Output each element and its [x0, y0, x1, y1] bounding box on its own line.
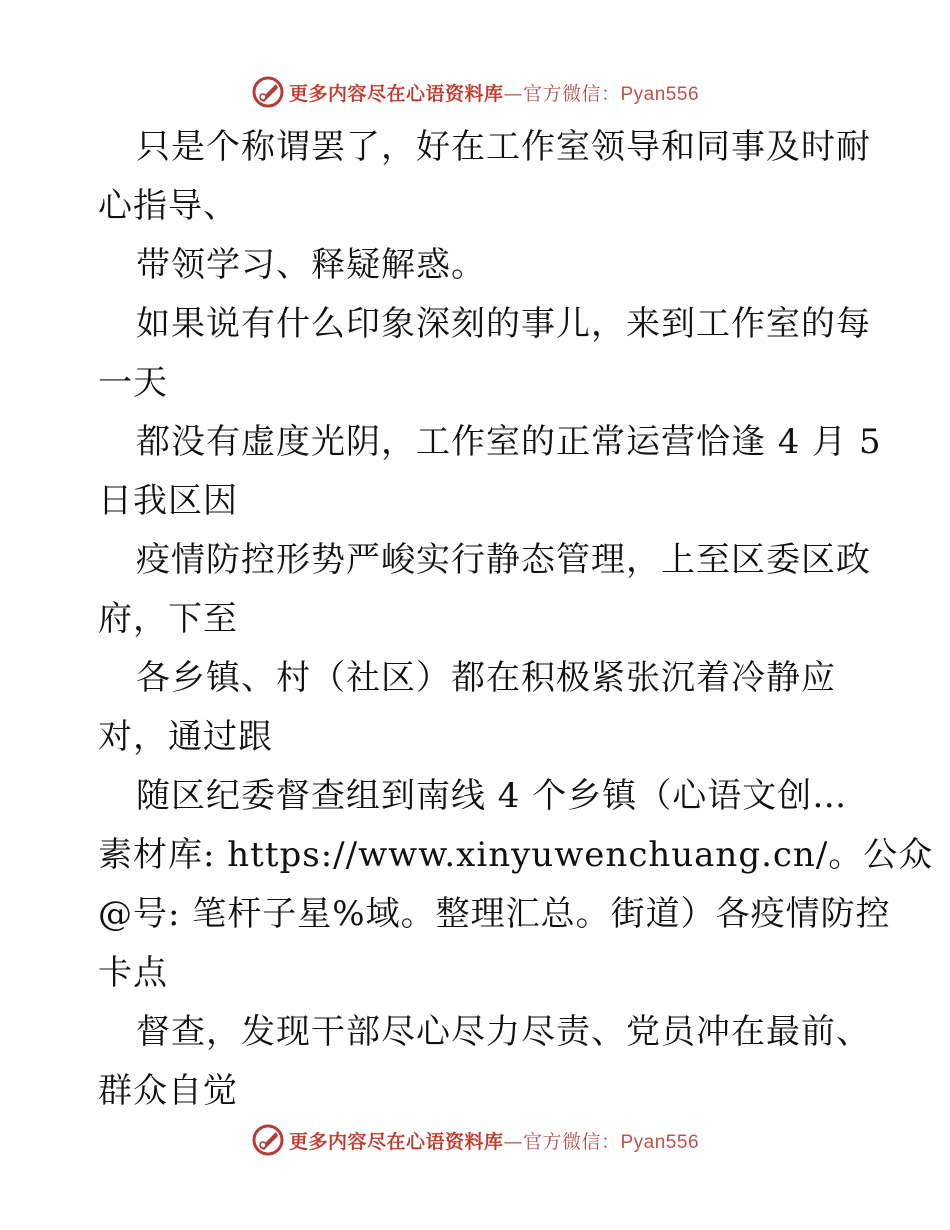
body-line: 都没有虚度光阴，工作室的正常运营恰逢 4 月 5	[136, 422, 882, 462]
body-line: 府，下至	[98, 599, 238, 639]
body-line: 对，通过跟	[98, 717, 273, 757]
footer-brand: 更多内容尽在心语资料库	[288, 1130, 504, 1153]
footer-separator: —	[503, 1130, 523, 1153]
body-line: 随区纪委督查组到南线 4 个乡镇（心语文创…	[136, 776, 848, 816]
page-footer-banner	[0, 1120, 950, 1160]
body-line: 如果说有什么印象深刻的事儿，来到工作室的每	[136, 304, 871, 344]
body-line: 日我区因	[98, 481, 238, 521]
footer-wechat-label: 官方微信：	[522, 1130, 621, 1153]
header-wechat-label: 官方微信：	[522, 82, 621, 105]
quill-logo-icon	[251, 1123, 285, 1157]
body-line: 带领学习、释疑解惑。	[136, 245, 486, 285]
body-line: 一天	[98, 363, 168, 403]
body-line: 督查，发现干部尽心尽力尽责、党员冲在最前、	[136, 1012, 871, 1052]
body-line: 疫情防控形势严峻实行静态管理，上至区委区政	[136, 540, 871, 580]
body-line: 各乡镇、村（社区）都在积极紧张沉着冷静应	[136, 658, 836, 698]
header-wechat-id: Pyan556	[620, 83, 700, 105]
quill-logo-icon	[251, 75, 285, 109]
body-line: 只是个称谓罢了，好在工作室领导和同事及时耐	[136, 127, 871, 167]
footer-wechat-id: Pyan556	[620, 1131, 700, 1153]
document-body	[98, 118, 934, 1121]
header-separator: —	[503, 82, 523, 105]
body-line: @号: 笔杆子星%域。整理汇总。街道）各疫情防控	[98, 894, 891, 934]
body-line: 心指导、	[98, 186, 238, 226]
page-header-banner	[0, 72, 950, 112]
body-line: 素材库: https://www.xinyuwenchuang.cn/。公众	[98, 835, 934, 875]
header-brand: 更多内容尽在心语资料库	[288, 82, 504, 105]
body-line: 群众自觉	[98, 1071, 238, 1111]
body-line: 卡点	[98, 953, 168, 993]
